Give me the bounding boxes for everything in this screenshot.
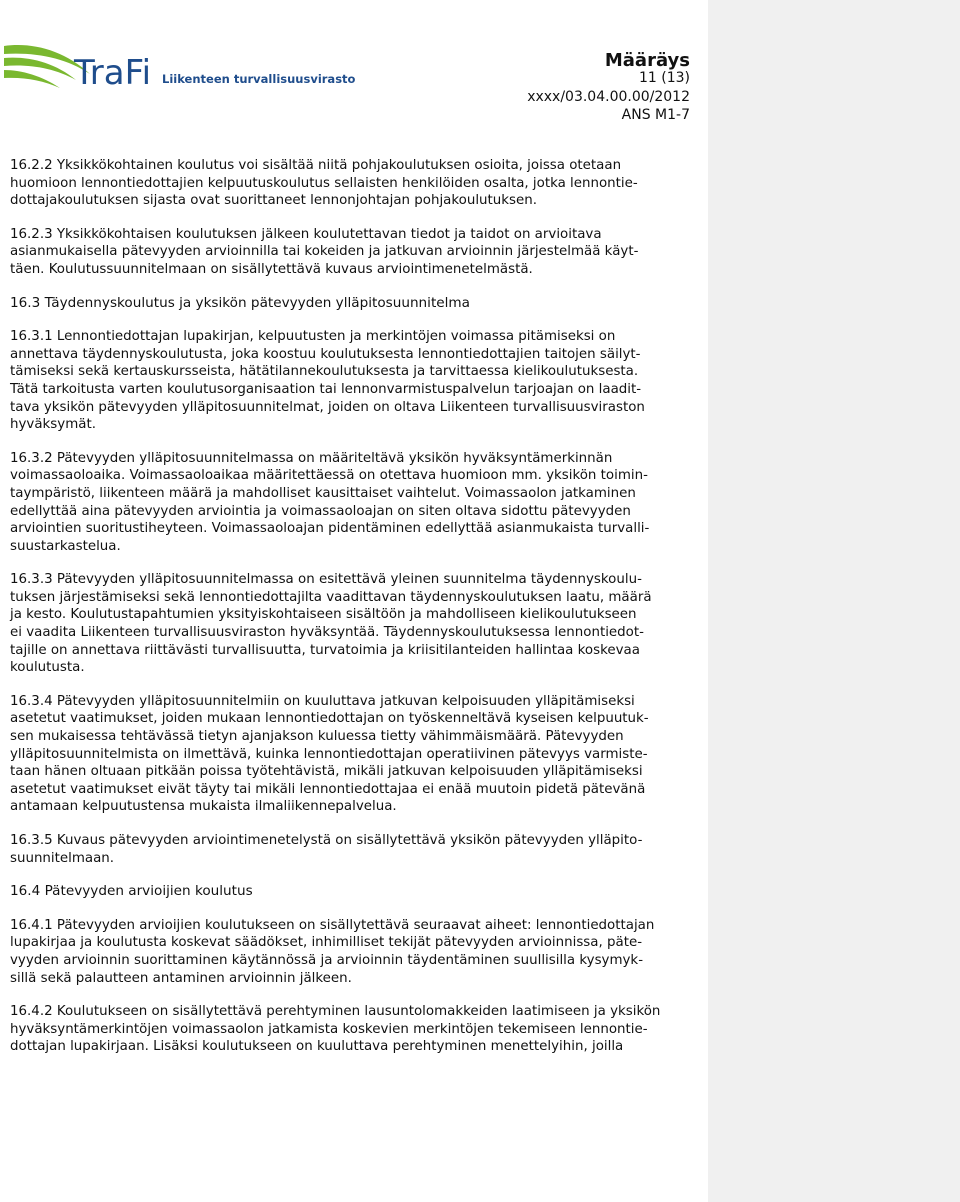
right-margin-panel xyxy=(708,0,960,1202)
paragraph-16-2-3: 16.2.3 Yksikkökohtaisen koulutuksen jälkeen koulutettavan tiedot ja taidot on arvioitava asianmukaisella pätevyyden arvioinnilla tai kokeiden ja jatkuvan arvioinnin järjestelmää käyt- täen. Koulutussuunnitelmaan on sisällytettävä kuvaus arviointimenetelmästä. xyxy=(10,226,639,277)
paragraph-16-3-2: 16.3.2 Pätevyyden ylläpitosuunnitelmassa on määriteltävä yksikön hyväksyntämerkinnän voimassaoloaika. Voimassaoloaikaa määritettäessä on otettava huomioon mm. yksikön toimin- taympäristö, liikenteen määrä ja mahdolliset kausittaiset vaihtelut. Voimassaolon jatkaminen edellyttää aina pätevyyden arviointia ja voimassaoloajan on siten oltava sidottu pätevyyden arviointien suoritustiheyteen. Voimassaoloajan pidentäminen edellyttää asianmukaista turvalli- suustarkastelua. xyxy=(10,450,650,554)
document-number: xxxx/03.04.00.00/2012 xyxy=(527,89,690,105)
document-type: Määräys xyxy=(604,50,690,71)
paragraph-16-3-1: 16.3.1 Lennontiedottajan lupakirjan, kelpuutusten ja merkintöjen voimassa pitämiseksi on annettava täydennyskoulutusta, joka koostuu koulutuksesta lennontiedottajien taitojen säilyt- tämiseksi sekä kertauskursseista, hätätilannekoulutuksesta ja tarvittaessa kielikoulutuksesta. Tätä tarkoitusta varten koulutusorganisaation tai lennonvarmistuspalvelun tarjoajan on laadit- tava yksikön pätevyyden ylläpitosuunnitelmat, joiden on oltava Liikenteen turvallisuusviraston hyväksymät. xyxy=(10,329,645,433)
logo-subtitle: Liikenteen turvallisuusvirasto xyxy=(162,72,356,86)
document-body xyxy=(10,157,698,1056)
paragraph-16-3-3: 16.3.3 Pätevyyden ylläpitosuunnitelmassa on esitettävä yleinen suunnitelma täydennyskoulu- tuksen järjestämiseksi sekä lennontiedottajilta vaadittavan täydennyskoulutuksen laatu, määrä ja kesto. Koulutustapahtumien yksityiskohtaiseen sisältöön ja mahdolliseen kielikoulutukseen ei vaadita Liikenteen turvallisuusviraston hyväksyntää. Täydennyskoulutuksessa lennontiedot- tajille on annettava riittävästi turvallisuutta, turvatoimia ja kriisitilanteiden hallintaa koskevaa koulutusta. xyxy=(10,572,652,676)
trafi-logo xyxy=(2,40,356,98)
paragraph-16-3-4: 16.3.4 Pätevyyden ylläpitosuunnitelmiin on kuuluttava jatkuvan kelpoisuuden ylläpitämiseksi asetetut vaatimukset, joiden mukaan lennontiedottajan on työskenneltävä kyseisen kelpuutuk- sen mukaisessa tehtävässä tietyn ajanjakson kuluessa tietty vähimmäismäärä. Pätevyyden ylläpitosuunnitelmista on ilmettävä, kuinka lennontiedottajan operatiivinen pätevyys varmiste- taan hänen oltuaan pitkään poissa työtehtävistä, mikäli jatkuvan kelpoisuuden ylläpitämiseksi asetetut vaatimukset eivät täyty tai mikäli lennontiedottajaa ei enää muutoin pidetä pätevänä antamaan kelpuutustensa mukaista ilmaliikennepalvelua. xyxy=(10,693,649,815)
paragraph-16-4-1: 16.4.1 Pätevyyden arvioijien koulutukseen on sisällytettävä seuraavat aiheet: lennontiedottajan lupakirjaa ja koulutusta koskevat säädökset, inhimilliset tekijät pätevyyden arvioinnissa, päte- vyyden arvioinnin suorittaminen käytännössä ja arvioinnin täydentäminen suullisilla kysymyk- sillä sekä palautteen antaminen arvioinnin jälkeen. xyxy=(10,917,655,986)
section-heading-16-3: 16.3 Täydennyskoulutus ja yksikön pätevyyden ylläpitosuunnitelma xyxy=(10,294,470,311)
paragraph-16-4-2: 16.4.2 Koulutukseen on sisällytettävä perehtyminen lausuntolomakkeiden laatimiseen ja yksikön hyväksyntämerkintöjen voimassaolon jatkamista koskevien merkintöjen tekemiseen lennontie- dottajan lupakirjaan. Lisäksi koulutukseen on kuuluttava perehtyminen menettelyihin, joilla xyxy=(10,1004,661,1055)
paragraph-16-3-5: 16.3.5 Kuvaus pätevyyden arviointimenetelystä on sisällytettävä yksikön pätevyyden ylläpito- suunnitelmaan. xyxy=(10,833,643,866)
trafi-logo-graphic xyxy=(2,40,356,98)
paragraph-16-2-2: 16.2.2 Yksikkökohtainen koulutus voi sisältää niitä pohjakoulutuksen osioita, joissa otetaan huomioon lennontiedottajien kelpuutuskoulutus sellaisten henkilöiden osalta, jotka lennontie- dottajakoulutuksen sijasta ovat suorittaneet lennonjohtajan pohjakoulutuksen. xyxy=(10,158,638,209)
regulation-code: ANS M1-7 xyxy=(621,107,690,123)
section-heading-16-4: 16.4 Pätevyyden arvioijien koulutus xyxy=(10,883,253,900)
page-number: 11 (13) xyxy=(638,70,690,86)
logo-wordmark: TraFi xyxy=(74,53,152,93)
